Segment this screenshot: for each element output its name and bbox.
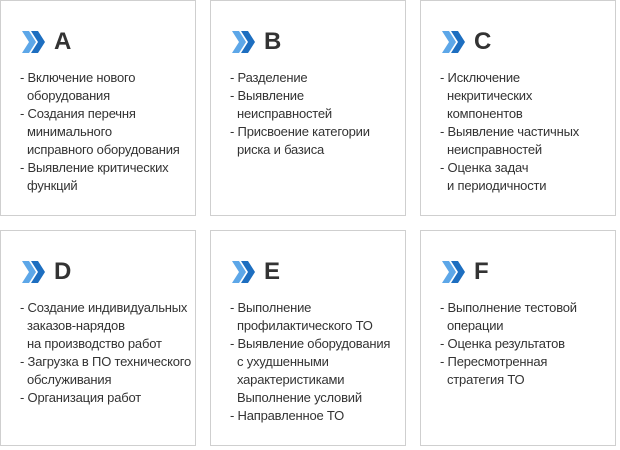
item-line: некритических [447, 88, 533, 103]
list-item [20, 105, 200, 159]
item-line: минимального [27, 124, 112, 139]
list-item [440, 159, 620, 195]
card-f [420, 230, 616, 446]
card-b [210, 0, 406, 216]
item-line: оборудования [27, 88, 110, 103]
item-line: с ухудшенными [237, 354, 329, 369]
item-line: Выполнение условий [237, 390, 362, 405]
item-line: - Исключение [440, 69, 620, 87]
list-item [230, 87, 410, 123]
item-line: - Выполнение тестовой [440, 299, 620, 317]
card-a [0, 0, 196, 216]
item-line: профилактического ТО [237, 318, 373, 333]
list-item [230, 123, 410, 159]
card-header [230, 257, 280, 287]
list-item [20, 353, 200, 389]
item-line: - Присвоение категории [230, 123, 410, 141]
item-line: неисправностей [237, 106, 332, 121]
card-header [20, 27, 71, 57]
item-line: функций [27, 178, 78, 193]
list-item [440, 299, 620, 335]
card-items [20, 299, 200, 407]
card-c [420, 0, 616, 216]
double-chevron-icon [440, 28, 468, 56]
card-e [210, 230, 406, 446]
card-items [230, 69, 410, 159]
item-line: неисправностей [447, 142, 542, 157]
item-line: характеристиками [237, 372, 345, 387]
item-line: компонентов [447, 106, 523, 121]
list-item [230, 407, 410, 425]
item-line: и периодичности [447, 178, 547, 193]
item-line: - Направленное ТО [230, 407, 410, 425]
item-line: - Выполнение [230, 299, 410, 317]
item-line: - Загрузка в ПО технического [20, 353, 200, 371]
card-header [440, 27, 491, 57]
item-line: - Разделение [230, 69, 410, 87]
card-items [440, 299, 620, 389]
item-line: - Создания перечня [20, 105, 200, 123]
item-line: - Пересмотренная [440, 353, 620, 371]
list-item [440, 335, 620, 353]
item-line: исправного оборудования [27, 142, 180, 157]
item-line: операции [447, 318, 504, 333]
card-header [230, 27, 281, 57]
double-chevron-icon [230, 258, 258, 286]
item-line: - Выявление критических [20, 159, 200, 177]
item-line: на производство работ [27, 336, 162, 351]
list-item [20, 159, 200, 195]
card-items [440, 69, 620, 195]
card-letter: E [264, 258, 281, 285]
list-item [20, 389, 200, 407]
item-line: риска и базиса [237, 142, 325, 157]
item-line: - Создание индивидуальных [20, 299, 200, 317]
list-item [440, 353, 620, 389]
list-item [230, 69, 410, 87]
list-item [230, 335, 410, 407]
list-item [440, 69, 620, 123]
item-line: - Организация работ [20, 389, 200, 407]
list-item [20, 69, 200, 105]
card-header [440, 257, 489, 287]
card-header [20, 257, 71, 287]
item-line: - Выявление [230, 87, 410, 105]
double-chevron-icon [20, 258, 48, 286]
double-chevron-icon [440, 258, 468, 286]
item-line: - Выявление частичных [440, 123, 620, 141]
card-letter: D [54, 258, 72, 285]
item-line: - Выявление оборудования [230, 335, 410, 353]
double-chevron-icon [230, 28, 258, 56]
list-item [440, 123, 620, 159]
item-line: заказов-нарядов [27, 318, 125, 333]
list-item [230, 299, 410, 335]
item-line: стратегия ТО [447, 372, 525, 387]
card-letter: A [54, 28, 72, 55]
item-line: - Включение нового [20, 69, 200, 87]
double-chevron-icon [20, 28, 48, 56]
item-line: обслуживания [27, 372, 112, 387]
card-d [0, 230, 196, 446]
card-letter: C [474, 28, 492, 55]
list-item [20, 299, 200, 353]
item-line: - Оценка результатов [440, 335, 620, 353]
card-items [230, 299, 410, 425]
card-items [20, 69, 200, 195]
item-line: - Оценка задач [440, 159, 620, 177]
card-letter: B [264, 28, 282, 55]
card-letter: F [474, 258, 489, 285]
